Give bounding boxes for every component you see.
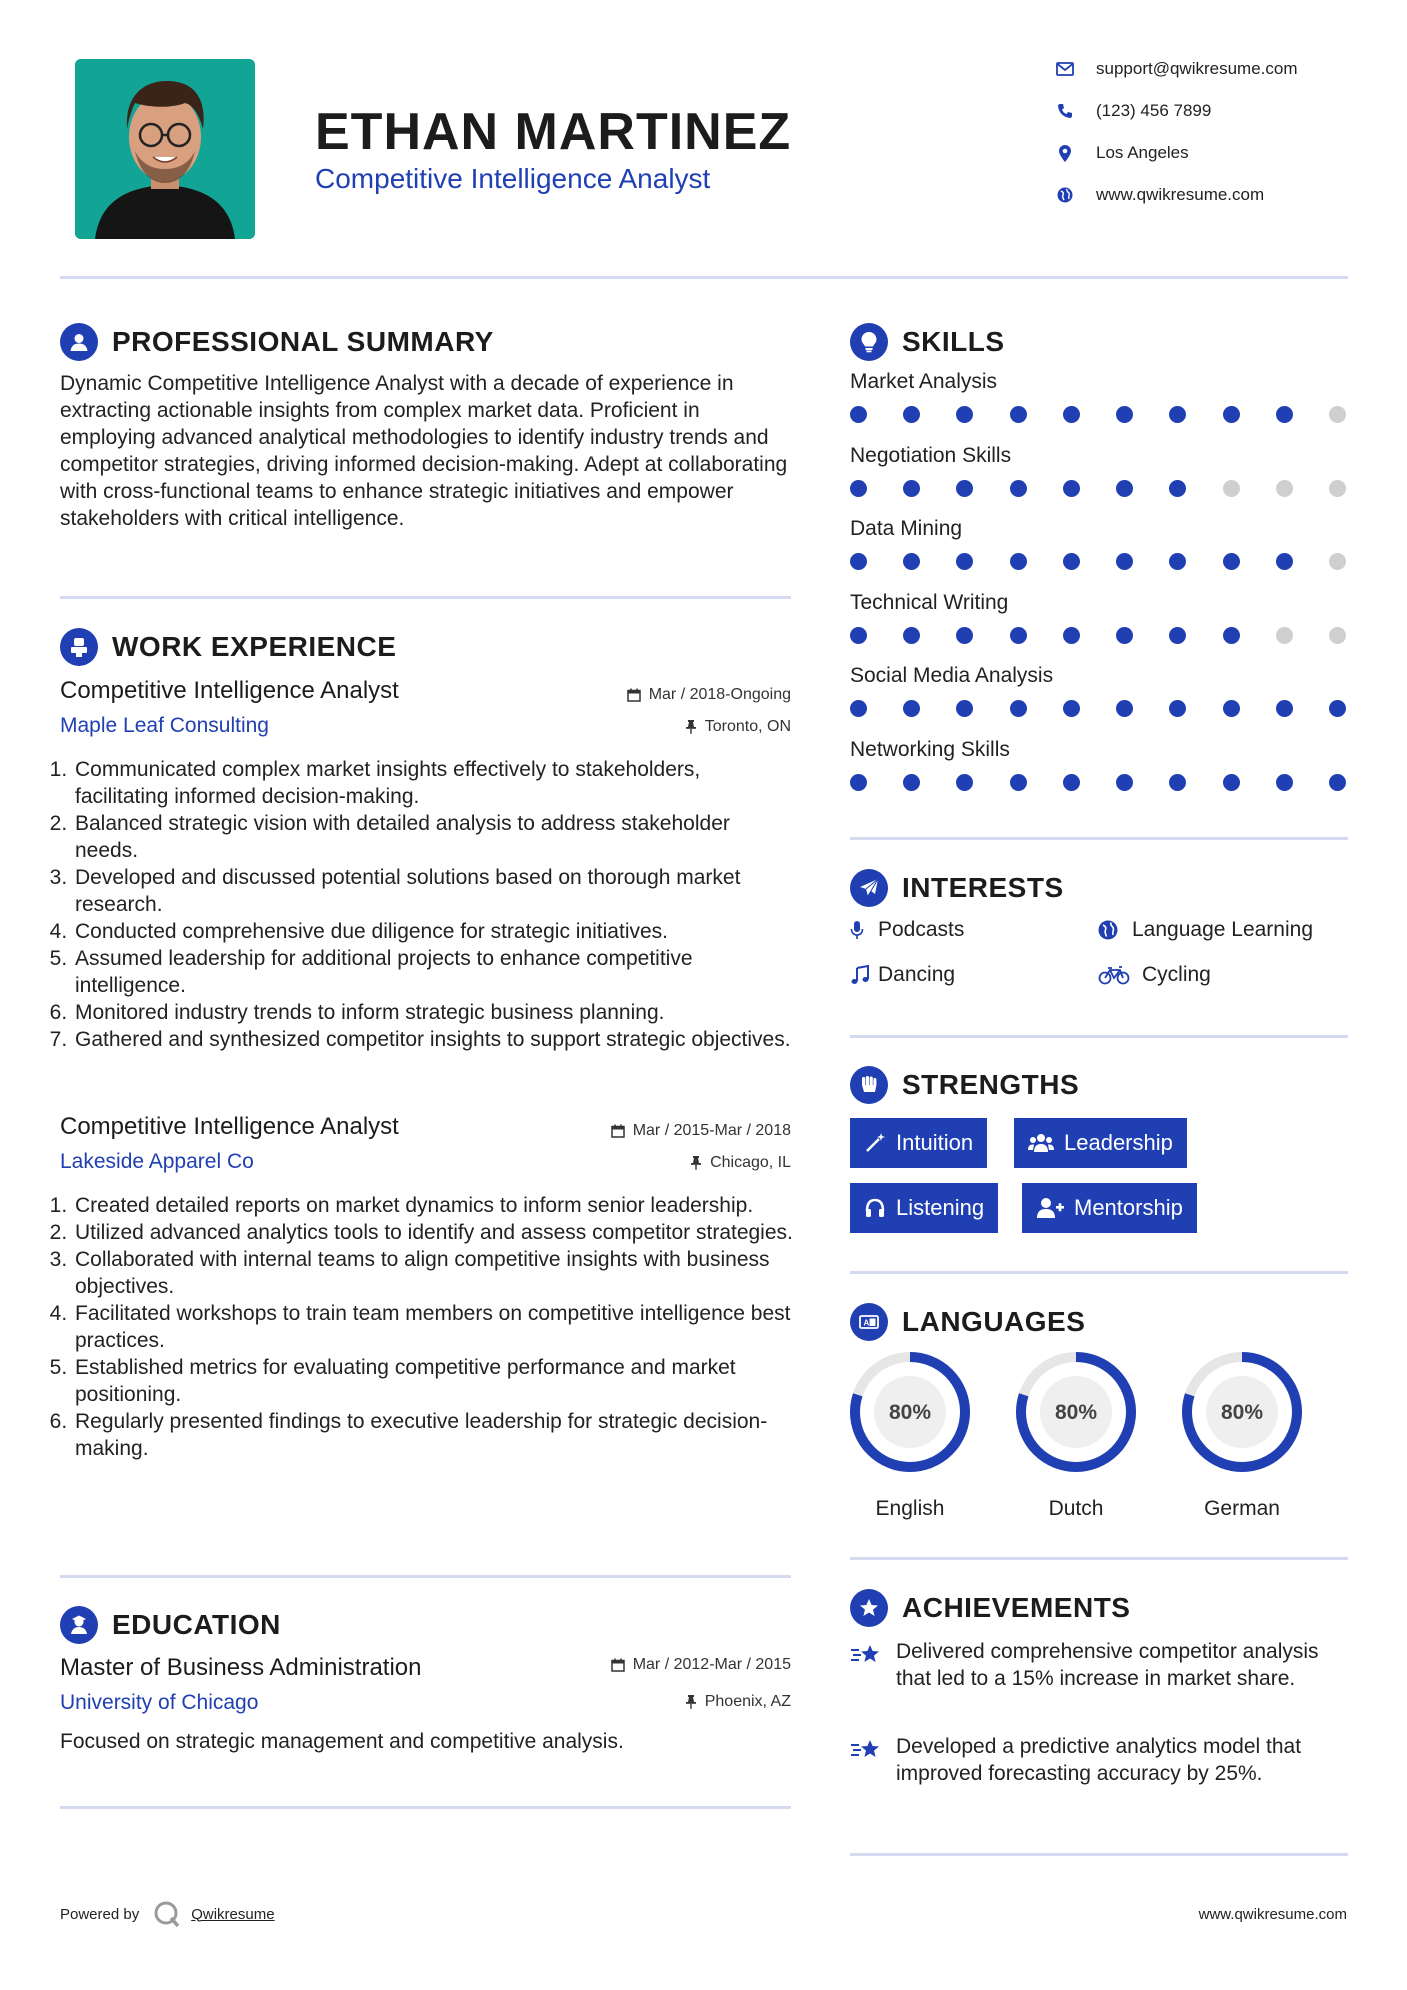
skill-dot-empty <box>1276 480 1293 497</box>
contact-location-text: Los Angeles <box>1096 143 1189 162</box>
skill-dot-empty <box>1276 627 1293 644</box>
calendar-icon <box>627 688 641 702</box>
microphone-icon <box>850 920 878 940</box>
skill-dot-filled <box>903 480 920 497</box>
pin-icon <box>690 1156 702 1170</box>
skill-dot-filled <box>1329 774 1346 791</box>
lightbulb-icon <box>850 323 888 361</box>
skill-dot-filled <box>1063 774 1080 791</box>
skill-dot-filled <box>1223 774 1240 791</box>
skill-dot-filled <box>1010 480 1027 497</box>
footer-powered-by: Powered by Qwikresume <box>60 1900 275 1928</box>
skill-dot-filled <box>1116 553 1133 570</box>
job-2-title: Competitive Intelligence Analyst <box>60 1113 399 1140</box>
skill-dot-filled <box>1169 406 1186 423</box>
magic-wand-icon <box>864 1132 886 1154</box>
language-name: English <box>875 1497 945 1520</box>
svg-text:A: A <box>863 1318 870 1328</box>
education-school[interactable]: University of Chicago <box>60 1691 259 1714</box>
skill-item <box>850 738 1346 812</box>
skill-dot-filled <box>850 406 867 423</box>
job-2-company[interactable]: Lakeside Apparel Co <box>60 1150 254 1173</box>
contact-email-text: support@qwikresume.com <box>1096 59 1298 78</box>
language-ring <box>1014 1350 1138 1474</box>
interests-divider <box>850 1035 1348 1038</box>
paper-plane-icon <box>850 869 888 907</box>
language-percent: 80% <box>1054 1401 1098 1424</box>
calendar-icon <box>611 1658 625 1672</box>
language-german <box>1180 1350 1304 1521</box>
interest-podcasts: Podcasts <box>850 918 964 942</box>
languages-heading: A LANGUAGES <box>850 1303 1085 1341</box>
interest-cycling: Cycling <box>1098 963 1211 987</box>
envelope-icon <box>1050 62 1080 76</box>
skill-dot-filled <box>1063 700 1080 717</box>
calendar-icon <box>611 1124 625 1138</box>
skills-list <box>850 370 1346 811</box>
strength-badge-intuition: Intuition <box>850 1118 987 1168</box>
list-item: 7. Gathered and synthesized competitor insights to support strategic objectives. <box>73 1026 794 1053</box>
header-divider <box>60 276 1348 279</box>
list-item: 4. Conducted comprehensive due diligence for strategic initiatives. <box>73 918 794 945</box>
user-plus-icon <box>1036 1197 1064 1219</box>
contact-phone[interactable] <box>1050 99 1211 123</box>
globe-icon <box>1050 187 1080 203</box>
language-english <box>848 1350 972 1521</box>
interest-language-learning: Language Learning <box>1098 918 1313 942</box>
language-name: German <box>1204 1497 1280 1520</box>
list-item: 2. Balanced strategic vision with detailed analysis to address stakeholder needs. <box>73 810 794 864</box>
skill-dot-filled <box>1169 627 1186 644</box>
language-dutch <box>1014 1350 1138 1521</box>
list-item: 3. Collaborated with internal teams to align competitive insights with business objectives. <box>73 1246 794 1300</box>
skill-name: Data Mining <box>850 517 963 540</box>
skill-dot-filled <box>956 700 973 717</box>
skill-dot-filled <box>903 553 920 570</box>
skill-dot-empty <box>1329 627 1346 644</box>
skill-dot-filled <box>1116 480 1133 497</box>
phone-icon <box>1050 103 1080 119</box>
list-item: 3. Developed and discussed potential solutions based on thorough market research. <box>73 864 794 918</box>
skill-dot-filled <box>903 406 920 423</box>
skill-dot-filled <box>850 553 867 570</box>
bicycle-icon <box>1098 965 1142 985</box>
skill-dot-filled <box>1329 700 1346 717</box>
skill-rating <box>850 627 1346 644</box>
job-1-date: Mar / 2018-Ongoing <box>627 686 791 704</box>
skill-dot-filled <box>1010 553 1027 570</box>
strength-badge-leadership: Leadership <box>1014 1118 1187 1168</box>
language-percent: 80% <box>1220 1401 1264 1424</box>
experience-divider <box>60 1575 791 1578</box>
skill-dot-filled <box>1223 627 1240 644</box>
achievement-item <box>850 1733 1348 1787</box>
skill-rating <box>850 553 1346 570</box>
interest-dancing: Dancing <box>850 963 955 987</box>
job-1-company[interactable]: Maple Leaf Consulting <box>60 714 269 737</box>
skill-item <box>850 370 1346 444</box>
achievement-text: Developed a predictive analytics model that improved forecasting accuracy by 25%. <box>896 1735 1302 1785</box>
language-ring <box>1180 1350 1304 1474</box>
job-2-bullets <box>54 1192 794 1462</box>
language-icon <box>850 1303 888 1341</box>
profile-photo <box>75 59 255 239</box>
footer-url[interactable]: www.qwikresume.com <box>1198 1906 1347 1923</box>
skill-dot-filled <box>1276 406 1293 423</box>
education-description: Focused on strategic management and competitive analysis. <box>60 1730 624 1753</box>
skill-dot-filled <box>1116 406 1133 423</box>
graduate-icon <box>60 1606 98 1644</box>
skill-name: Negotiation Skills <box>850 443 1012 467</box>
language-name: Dutch <box>1048 1497 1104 1520</box>
job-2-location: Chicago, IL <box>690 1154 791 1172</box>
skill-dot-empty <box>1223 480 1240 497</box>
skill-dot-filled <box>1010 406 1027 423</box>
languages-divider <box>850 1557 1348 1560</box>
skill-dot-filled <box>1010 774 1027 791</box>
language-percent: 80% <box>888 1401 932 1424</box>
strengths-heading: STRENGTHS <box>850 1066 1079 1104</box>
achievements-heading: ACHIEVEMENTS <box>850 1589 1130 1627</box>
skill-dot-filled <box>956 774 973 791</box>
list-item: 1. Created detailed reports on market dynamics to inform senior leadership. <box>73 1192 794 1219</box>
skill-dot-filled <box>903 627 920 644</box>
education-divider <box>60 1806 791 1809</box>
job-1-location: Toronto, ON <box>685 718 791 736</box>
skill-name: Networking Skills <box>850 737 1010 761</box>
candidate-title: Competitive Intelligence Analyst <box>315 163 711 194</box>
list-item: 1. Communicated complex market insights effectively to stakeholders, facilitating informed decision-making. <box>73 756 794 810</box>
achievement-text: Delivered comprehensive competitor analysis that led to a 15% increase in market share. <box>896 1640 1319 1690</box>
map-pin-icon <box>1050 145 1080 162</box>
strength-badge-listening: Listening <box>850 1183 998 1233</box>
skill-dot-filled <box>1169 774 1186 791</box>
skill-dot-filled <box>1063 406 1080 423</box>
education-date: Mar / 2012-Mar / 2015 <box>611 1656 791 1674</box>
qwikresume-logo-icon <box>153 1900 181 1928</box>
skill-dot-filled <box>1276 700 1293 717</box>
skill-dot-filled <box>956 480 973 497</box>
pin-icon <box>685 720 697 734</box>
skill-dot-filled <box>1276 774 1293 791</box>
summary-heading: PROFESSIONAL SUMMARY <box>60 323 494 361</box>
summary-text: Dynamic Competitive Intelligence Analyst with a decade of experience in extracting actionable insights from complex market data. Proficient in employing advanced analytical methodologies to identify industry trends and competitor strategies, driving informed decision-making. Adept at collaborating with cross-functional teams to enhance strategic initiatives and empower stakeholders with critical intelligence. <box>60 372 788 530</box>
list-item: 2. Utilized advanced analytics tools to identify and assess competitor strategies. <box>73 1219 794 1246</box>
education-location: Phoenix, AZ <box>685 1693 791 1711</box>
list-item: 5. Assumed leadership for additional projects to enhance competitive intelligence. <box>73 945 794 999</box>
skill-dot-filled <box>1116 700 1133 717</box>
globe-icon <box>1098 920 1132 940</box>
briefcase-user-icon <box>60 628 98 666</box>
skill-dot-filled <box>1223 553 1240 570</box>
skill-dot-filled <box>1223 406 1240 423</box>
contact-email[interactable] <box>1050 57 1298 81</box>
skill-dot-filled <box>850 774 867 791</box>
user-circle-icon <box>60 323 98 361</box>
contact-website[interactable] <box>1050 183 1264 207</box>
skill-dot-filled <box>1169 553 1186 570</box>
skill-dot-filled <box>1169 480 1186 497</box>
skill-dot-filled <box>1063 553 1080 570</box>
shooting-star-icon <box>850 1733 896 1787</box>
skill-dot-filled <box>1223 700 1240 717</box>
list-item: 6. Monitored industry trends to inform strategic business planning. <box>73 999 794 1026</box>
skill-item <box>850 591 1346 665</box>
experience-heading: WORK EXPERIENCE <box>60 628 396 666</box>
job-1-bullets <box>54 756 794 1053</box>
skill-dot-filled <box>850 480 867 497</box>
language-ring <box>848 1350 972 1474</box>
skill-item <box>850 444 1346 518</box>
summary-divider <box>60 596 791 599</box>
skill-item <box>850 517 1346 591</box>
achievement-item <box>850 1638 1348 1692</box>
skill-name: Market Analysis <box>850 370 998 393</box>
skill-rating <box>850 406 1346 423</box>
skills-heading: SKILLS <box>850 323 1005 361</box>
list-item: 4. Facilitated workshops to train team members on competitive intelligence best practices. <box>73 1300 794 1354</box>
skill-dot-filled <box>1116 627 1133 644</box>
skill-name: Technical Writing <box>850 590 1009 614</box>
job-1-title: Competitive Intelligence Analyst <box>60 677 399 704</box>
strengths-divider <box>850 1271 1348 1274</box>
music-note-icon <box>850 965 878 985</box>
skills-divider <box>850 837 1348 840</box>
skill-dot-filled <box>956 406 973 423</box>
list-item: 6. Regularly presented findings to executive leadership for strategic decision-making. <box>73 1408 794 1462</box>
skill-dot-filled <box>1169 700 1186 717</box>
raised-fist-icon <box>850 1066 888 1104</box>
education-degree: Master of Business Administration <box>60 1654 422 1681</box>
skill-dot-filled <box>1063 627 1080 644</box>
skill-dot-filled <box>903 700 920 717</box>
skill-dot-filled <box>1010 700 1027 717</box>
users-icon <box>1028 1132 1054 1154</box>
shooting-star-icon <box>850 1638 896 1692</box>
list-item: 5. Established metrics for evaluating competitive performance and market positioning. <box>73 1354 794 1408</box>
skill-dot-filled <box>1276 553 1293 570</box>
star-badge-icon <box>850 1589 888 1627</box>
skill-dot-filled <box>1010 627 1027 644</box>
job-2-date: Mar / 2015-Mar / 2018 <box>611 1122 791 1140</box>
contact-phone-text: (123) 456 7899 <box>1096 101 1212 120</box>
skill-dot-empty <box>1329 480 1346 497</box>
skill-dot-filled <box>1063 480 1080 497</box>
skill-dot-filled <box>1116 774 1133 791</box>
skill-dot-empty <box>1329 406 1346 423</box>
skill-dot-filled <box>956 627 973 644</box>
candidate-name: ETHAN MARTINEZ <box>315 103 792 161</box>
skill-dot-empty <box>1329 553 1346 570</box>
skill-dot-filled <box>903 774 920 791</box>
education-heading: EDUCATION <box>60 1606 281 1644</box>
headphones-icon <box>864 1197 886 1219</box>
skill-rating <box>850 700 1346 717</box>
contact-location <box>1050 141 1189 165</box>
skill-rating <box>850 480 1346 497</box>
interests-heading: INTERESTS <box>850 869 1064 907</box>
strength-badge-mentorship: Mentorship <box>1022 1183 1197 1233</box>
contact-website-text: www.qwikresume.com <box>1096 185 1265 204</box>
pin-icon <box>685 1695 697 1709</box>
skill-name: Social Media Analysis <box>850 664 1054 687</box>
footer-brand-link[interactable]: Qwikresume <box>191 1905 275 1923</box>
skill-item <box>850 664 1346 738</box>
skill-dot-filled <box>850 627 867 644</box>
skill-rating <box>850 774 1346 791</box>
skill-dot-filled <box>956 553 973 570</box>
skill-dot-filled <box>850 700 867 717</box>
achievements-divider <box>850 1853 1348 1856</box>
